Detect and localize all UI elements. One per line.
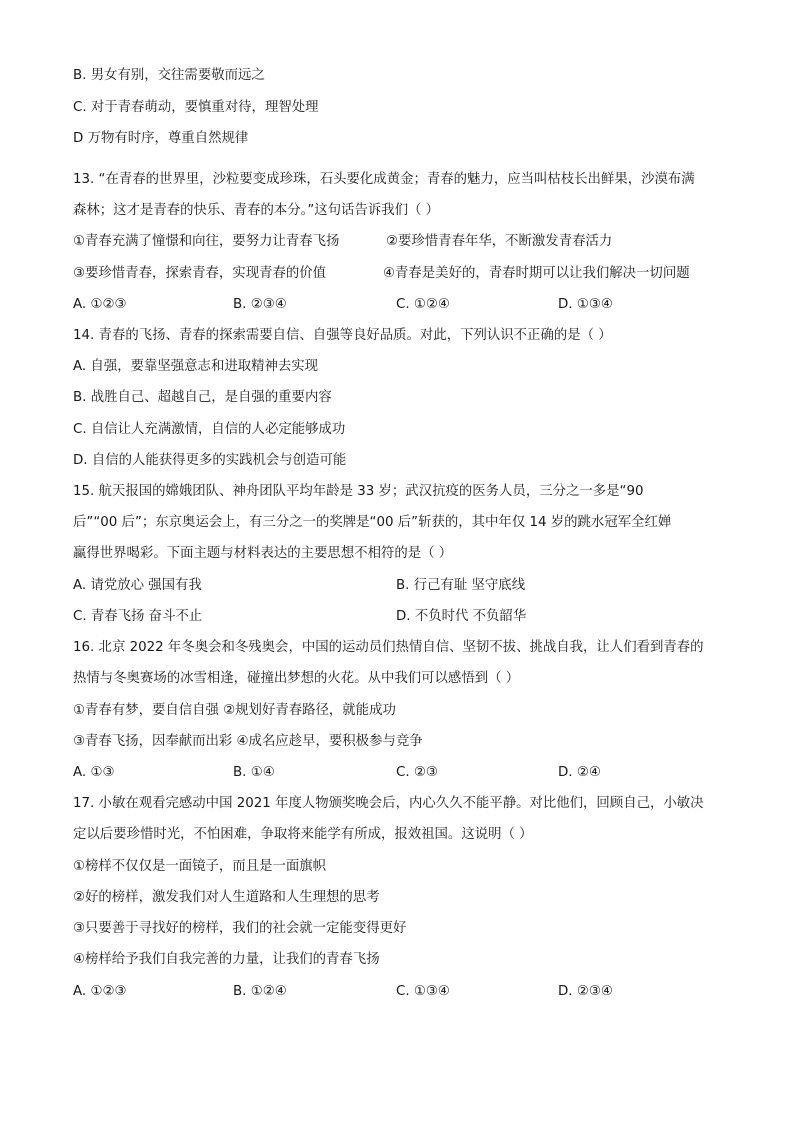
q15-option-b: B. 行己有耻 坚守底线 (396, 578, 526, 593)
q12-option-c: C. 对于青春萌动，要慎重对待，理智处理 (73, 100, 319, 115)
q17-statement-2: ②好的榜样，激发我们对人生道路和人生理想的思考 (73, 890, 380, 905)
q17-statement-4: ④榜样给予我们自我完善的力量，让我们的青春飞扬 (73, 952, 380, 967)
q12-option-d: D 万物有时序，尊重自然规律 (73, 131, 249, 146)
q13-statement-3: ③要珍惜青春，探索青春，实现青春的价值 (73, 266, 327, 281)
q16-statements-1-2: ①青春有梦，要自信自强 ②规划好青春路径，就能成功 (73, 703, 396, 718)
q17-stem-line1: 17. 小敏在观看完感动中国 2021 年度人物颁奖晚会后，内心久久不能平静。对比他们，回顾自己，小敏决 (73, 796, 704, 811)
q17-option-c: C. ①③④ (396, 984, 450, 999)
q17-option-d: D. ②③④ (558, 984, 613, 999)
q14-option-d: D. 自信的人能获得更多的实践机会与创造可能 (73, 453, 347, 468)
q12-option-b: B. 男女有别，交往需要敬而远之 (73, 68, 265, 83)
q14-option-b: B. 战胜自己、超越自己，是自强的重要内容 (73, 390, 332, 405)
q15-option-a: A. 请党放心 强国有我 (73, 578, 202, 593)
q13-stem-line2: 森林；这才是青春的快乐、青春的本分。”这句话告诉我们（ ） (73, 203, 440, 218)
q13-statement-2: ②要珍惜青春年华，不断激发青春活力 (386, 234, 613, 249)
q15-option-c: C. 青春飞扬 奋斗不止 (73, 609, 203, 624)
q16-stem-line1: 16. 北京 2022 年冬奥会和冬残奥会，中国的运动员们热情自信、坚韧不拔、挑战自我，让人们看到青春的 (73, 640, 704, 655)
q17-stem-line2: 定以后要珍惜时光，不怕困难，争取将来能学有所成，报效祖国。这说明（ ） (73, 827, 533, 842)
q14-stem: 14. 青春的飞扬、青春的探索需要自信、自强等良好品质。对此，下列认识不正确的是（ ） (73, 328, 612, 343)
q16-stem-line2: 热情与冬奥赛场的冰雪相逢，碰撞出梦想的火花。从中我们可以感悟到（ ） (73, 671, 520, 686)
q16-option-c: C. ②③ (396, 765, 438, 780)
q15-option-d: D. 不负时代 不负韶华 (396, 609, 527, 624)
q17-statement-1: ①榜样不仅仅是一面镜子，而且是一面旗帜 (73, 859, 327, 874)
q13-statement-1: ①青春充满了憧憬和向往，要努力让青春飞扬 (73, 234, 340, 249)
q16-statements-3-4: ③青春飞扬，因奉献而出彩 ④成名应趁早，要积极参与竞争 (73, 734, 423, 749)
q13-statement-4: ④青春是美好的，青春时期可以让我们解决一切问题 (383, 266, 690, 281)
q13-option-b: B. ②③④ (233, 297, 287, 312)
q13-option-a: A. ①②③ (73, 297, 127, 312)
q13-option-d: D. ①③④ (558, 297, 613, 312)
q16-option-b: B. ①④ (233, 765, 275, 780)
q17-option-a: A. ①②③ (73, 984, 127, 999)
q14-option-c: C. 自信让人充满激情，自信的人必定能够成功 (73, 422, 346, 437)
q15-stem-line1: 15. 航天报国的嫦娥团队、神舟团队平均年龄是 33 岁；武汉抗疫的医务人员，三分之一多是“90 (73, 484, 644, 499)
q13-stem-line1: 13. “在青春的世界里，沙粒要变成珍珠，石头要化成黄金；青春的魅力，应当叫枯枝长出鲜果，沙漠布满 (73, 172, 695, 187)
q15-stem-line2: 后”“00 后”；东京奥运会上，有三分之一的奖牌是“00 后”斩获的，其中年仅 14 岁的跳水冠军全红婵 (73, 515, 672, 530)
q16-option-d: D. ②④ (558, 765, 601, 780)
q13-option-c: C. ①②④ (396, 297, 450, 312)
q17-option-b: B. ①②④ (233, 984, 287, 999)
q15-stem-line3: 赢得世界喝彩。下面主题与材料表达的主要思想不相符的是（ ） (73, 546, 453, 561)
q16-option-a: A. ①③ (73, 765, 115, 780)
q17-statement-3: ③只要善于寻找好的榜样，我们的社会就一定能变得更好 (73, 921, 407, 936)
q14-option-a: A. 自强，要靠坚强意志和进取精神去实现 (73, 359, 319, 374)
